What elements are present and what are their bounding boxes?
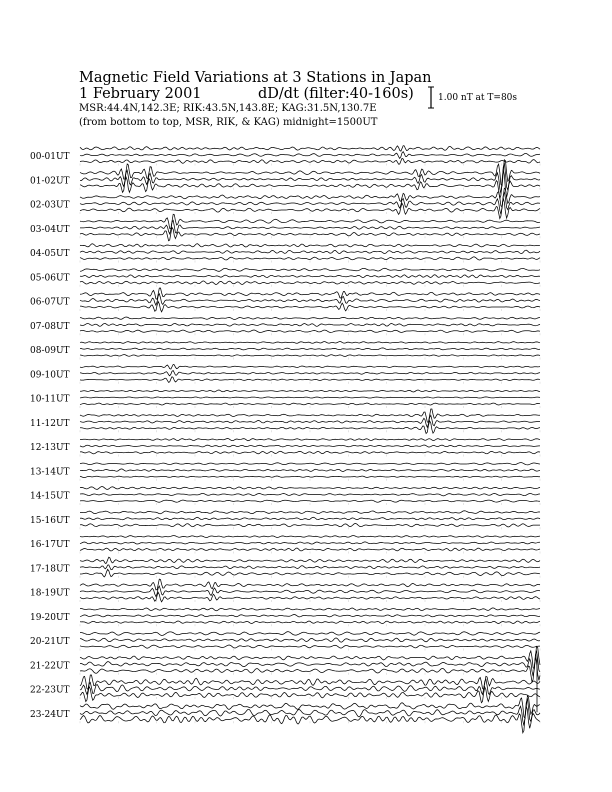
trace-RIK-08-09UT bbox=[80, 348, 540, 350]
row-label-01-02UT: 01-02UT bbox=[30, 176, 70, 187]
trace-KAG-14-15UT bbox=[80, 487, 540, 490]
row-label-05-06UT: 05-06UT bbox=[30, 273, 70, 284]
trace-RIK-11-12UT bbox=[80, 415, 540, 427]
row-label-06-07UT: 06-07UT bbox=[30, 297, 70, 308]
trace-KAG-20-21UT bbox=[80, 632, 540, 636]
row-label-12-13UT: 12-13UT bbox=[30, 443, 70, 453]
row-label-03-04UT: 03-04UT bbox=[30, 224, 70, 235]
row-label-19-20UT: 19-20UT bbox=[30, 612, 70, 623]
trace-RIK-16-17UT bbox=[80, 542, 540, 544]
row-label-04-05UT: 04-05UT bbox=[30, 249, 70, 259]
trace-RIK-07-08UT bbox=[80, 323, 540, 326]
scale-bar-label: 1.00 nT at T=80s bbox=[438, 93, 518, 103]
row-label-18-19UT: 18-19UT bbox=[30, 588, 70, 599]
station-coordinates: MSR:44.4N,142.3E; RIK:43.5N,143.8E; KAG:31.5N,130.7E bbox=[79, 103, 377, 114]
row-label-00-01UT: 00-01UT bbox=[30, 152, 70, 162]
row-label-15-16UT: 15-16UT bbox=[30, 515, 70, 526]
trace-MSR-21-22UT bbox=[80, 657, 540, 682]
trace-MSR-10-11UT bbox=[80, 403, 540, 405]
trace-RIK-10-11UT bbox=[80, 397, 540, 398]
chart-date: 1 February 2001 bbox=[79, 86, 202, 102]
trace-KAG-12-13UT bbox=[80, 438, 540, 440]
trace-MSR-05-06UT bbox=[80, 281, 540, 285]
trace-RIK-04-05UT bbox=[80, 250, 540, 253]
scale-bar bbox=[428, 87, 434, 108]
trace-KAG-17-18UT bbox=[80, 557, 540, 563]
trace-KAG-08-09UT bbox=[80, 342, 540, 344]
row-label-20-21UT: 20-21UT bbox=[30, 637, 70, 647]
trace-RIK-19-20UT bbox=[80, 615, 540, 617]
trace-RIK-12-13UT bbox=[80, 445, 540, 447]
trace-RIK-09-10UT bbox=[80, 371, 540, 376]
row-label-17-18UT: 17-18UT bbox=[30, 564, 70, 575]
trace-KAG-13-14UT bbox=[80, 463, 540, 465]
trace-KAG-03-04UT bbox=[80, 214, 540, 228]
trace-MSR-09-10UT bbox=[80, 377, 540, 383]
row-label-13-14UT: 13-14UT bbox=[30, 467, 70, 478]
trace-MSR-02-03UT bbox=[80, 198, 540, 219]
trace-MSR-03-04UT bbox=[80, 227, 540, 240]
trace-KAG-06-07UT bbox=[80, 288, 540, 299]
chart-title: Magnetic Field Variations at 3 Stations in Japan bbox=[79, 70, 432, 86]
trace-KAG-11-12UT bbox=[80, 409, 540, 422]
row-label-08-09UT: 08-09UT bbox=[30, 346, 70, 356]
trace-MSR-00-01UT bbox=[80, 158, 540, 164]
trace-MSR-15-16UT bbox=[80, 524, 540, 527]
trace-KAG-09-10UT bbox=[80, 364, 540, 369]
row-label-23-24UT: 23-24UT bbox=[30, 709, 70, 720]
trace-RIK-20-21UT bbox=[80, 638, 540, 642]
trace-RIK-21-22UT bbox=[80, 651, 540, 677]
row-label-14-15UT: 14-15UT bbox=[30, 491, 70, 502]
row-label-10-11UT: 10-11UT bbox=[30, 394, 70, 405]
trace-KAG-19-20UT bbox=[80, 608, 540, 611]
trace-MSR-14-15UT bbox=[80, 500, 540, 502]
trace-KAG-16-17UT bbox=[80, 536, 540, 538]
trace-RIK-02-03UT bbox=[80, 192, 540, 215]
trace-KAG-00-01UT bbox=[80, 146, 540, 152]
trace-RIK-17-18UT bbox=[80, 565, 540, 570]
row-labels bbox=[30, 152, 70, 720]
traces bbox=[80, 146, 540, 733]
trace-KAG-10-11UT bbox=[80, 390, 540, 392]
trace-MSR-13-14UT bbox=[80, 476, 540, 478]
row-label-02-03UT: 02-03UT bbox=[30, 200, 70, 211]
trace-MSR-07-08UT bbox=[80, 330, 540, 332]
trace-MSR-08-09UT bbox=[80, 355, 540, 357]
row-label-21-22UT: 21-22UT bbox=[30, 661, 70, 672]
row-label-07-08UT: 07-08UT bbox=[30, 321, 70, 332]
trace-RIK-05-06UT bbox=[80, 275, 540, 278]
trace-KAG-07-08UT bbox=[80, 317, 540, 319]
trace-MSR-22-23UT bbox=[80, 687, 540, 703]
trace-RIK-18-19UT bbox=[80, 586, 540, 596]
row-label-11-12UT: 11-12UT bbox=[30, 418, 70, 429]
trace-RIK-03-04UT bbox=[80, 220, 540, 234]
trace-KAG-23-24UT bbox=[80, 696, 540, 718]
trace-MSR-04-05UT bbox=[80, 257, 540, 260]
trace-RIK-00-01UT bbox=[80, 152, 540, 159]
trace-MSR-19-20UT bbox=[80, 621, 540, 624]
row-label-16-17UT: 16-17UT bbox=[30, 540, 70, 550]
trace-MSR-20-21UT bbox=[80, 645, 540, 648]
trace-KAG-04-05UT bbox=[80, 244, 540, 247]
row-label-09-10UT: 09-10UT bbox=[30, 370, 70, 381]
trace-RIK-13-14UT bbox=[80, 469, 540, 472]
trace-RIK-14-15UT bbox=[80, 493, 540, 495]
station-order-note: (from bottom to top, MSR, RIK, & KAG) midnight=1500UT bbox=[79, 117, 378, 128]
trace-MSR-23-24UT bbox=[80, 706, 540, 733]
trace-MSR-12-13UT bbox=[80, 451, 540, 454]
trace-KAG-18-19UT bbox=[80, 579, 540, 590]
trace-KAG-05-06UT bbox=[80, 268, 540, 271]
trace-MSR-16-17UT bbox=[80, 548, 540, 551]
trace-KAG-15-16UT bbox=[80, 511, 540, 514]
trace-RIK-15-16UT bbox=[80, 517, 540, 520]
chart-filter: dD/dt (filter:40-160s) bbox=[258, 86, 414, 102]
row-label-22-23UT: 22-23UT bbox=[30, 685, 70, 696]
